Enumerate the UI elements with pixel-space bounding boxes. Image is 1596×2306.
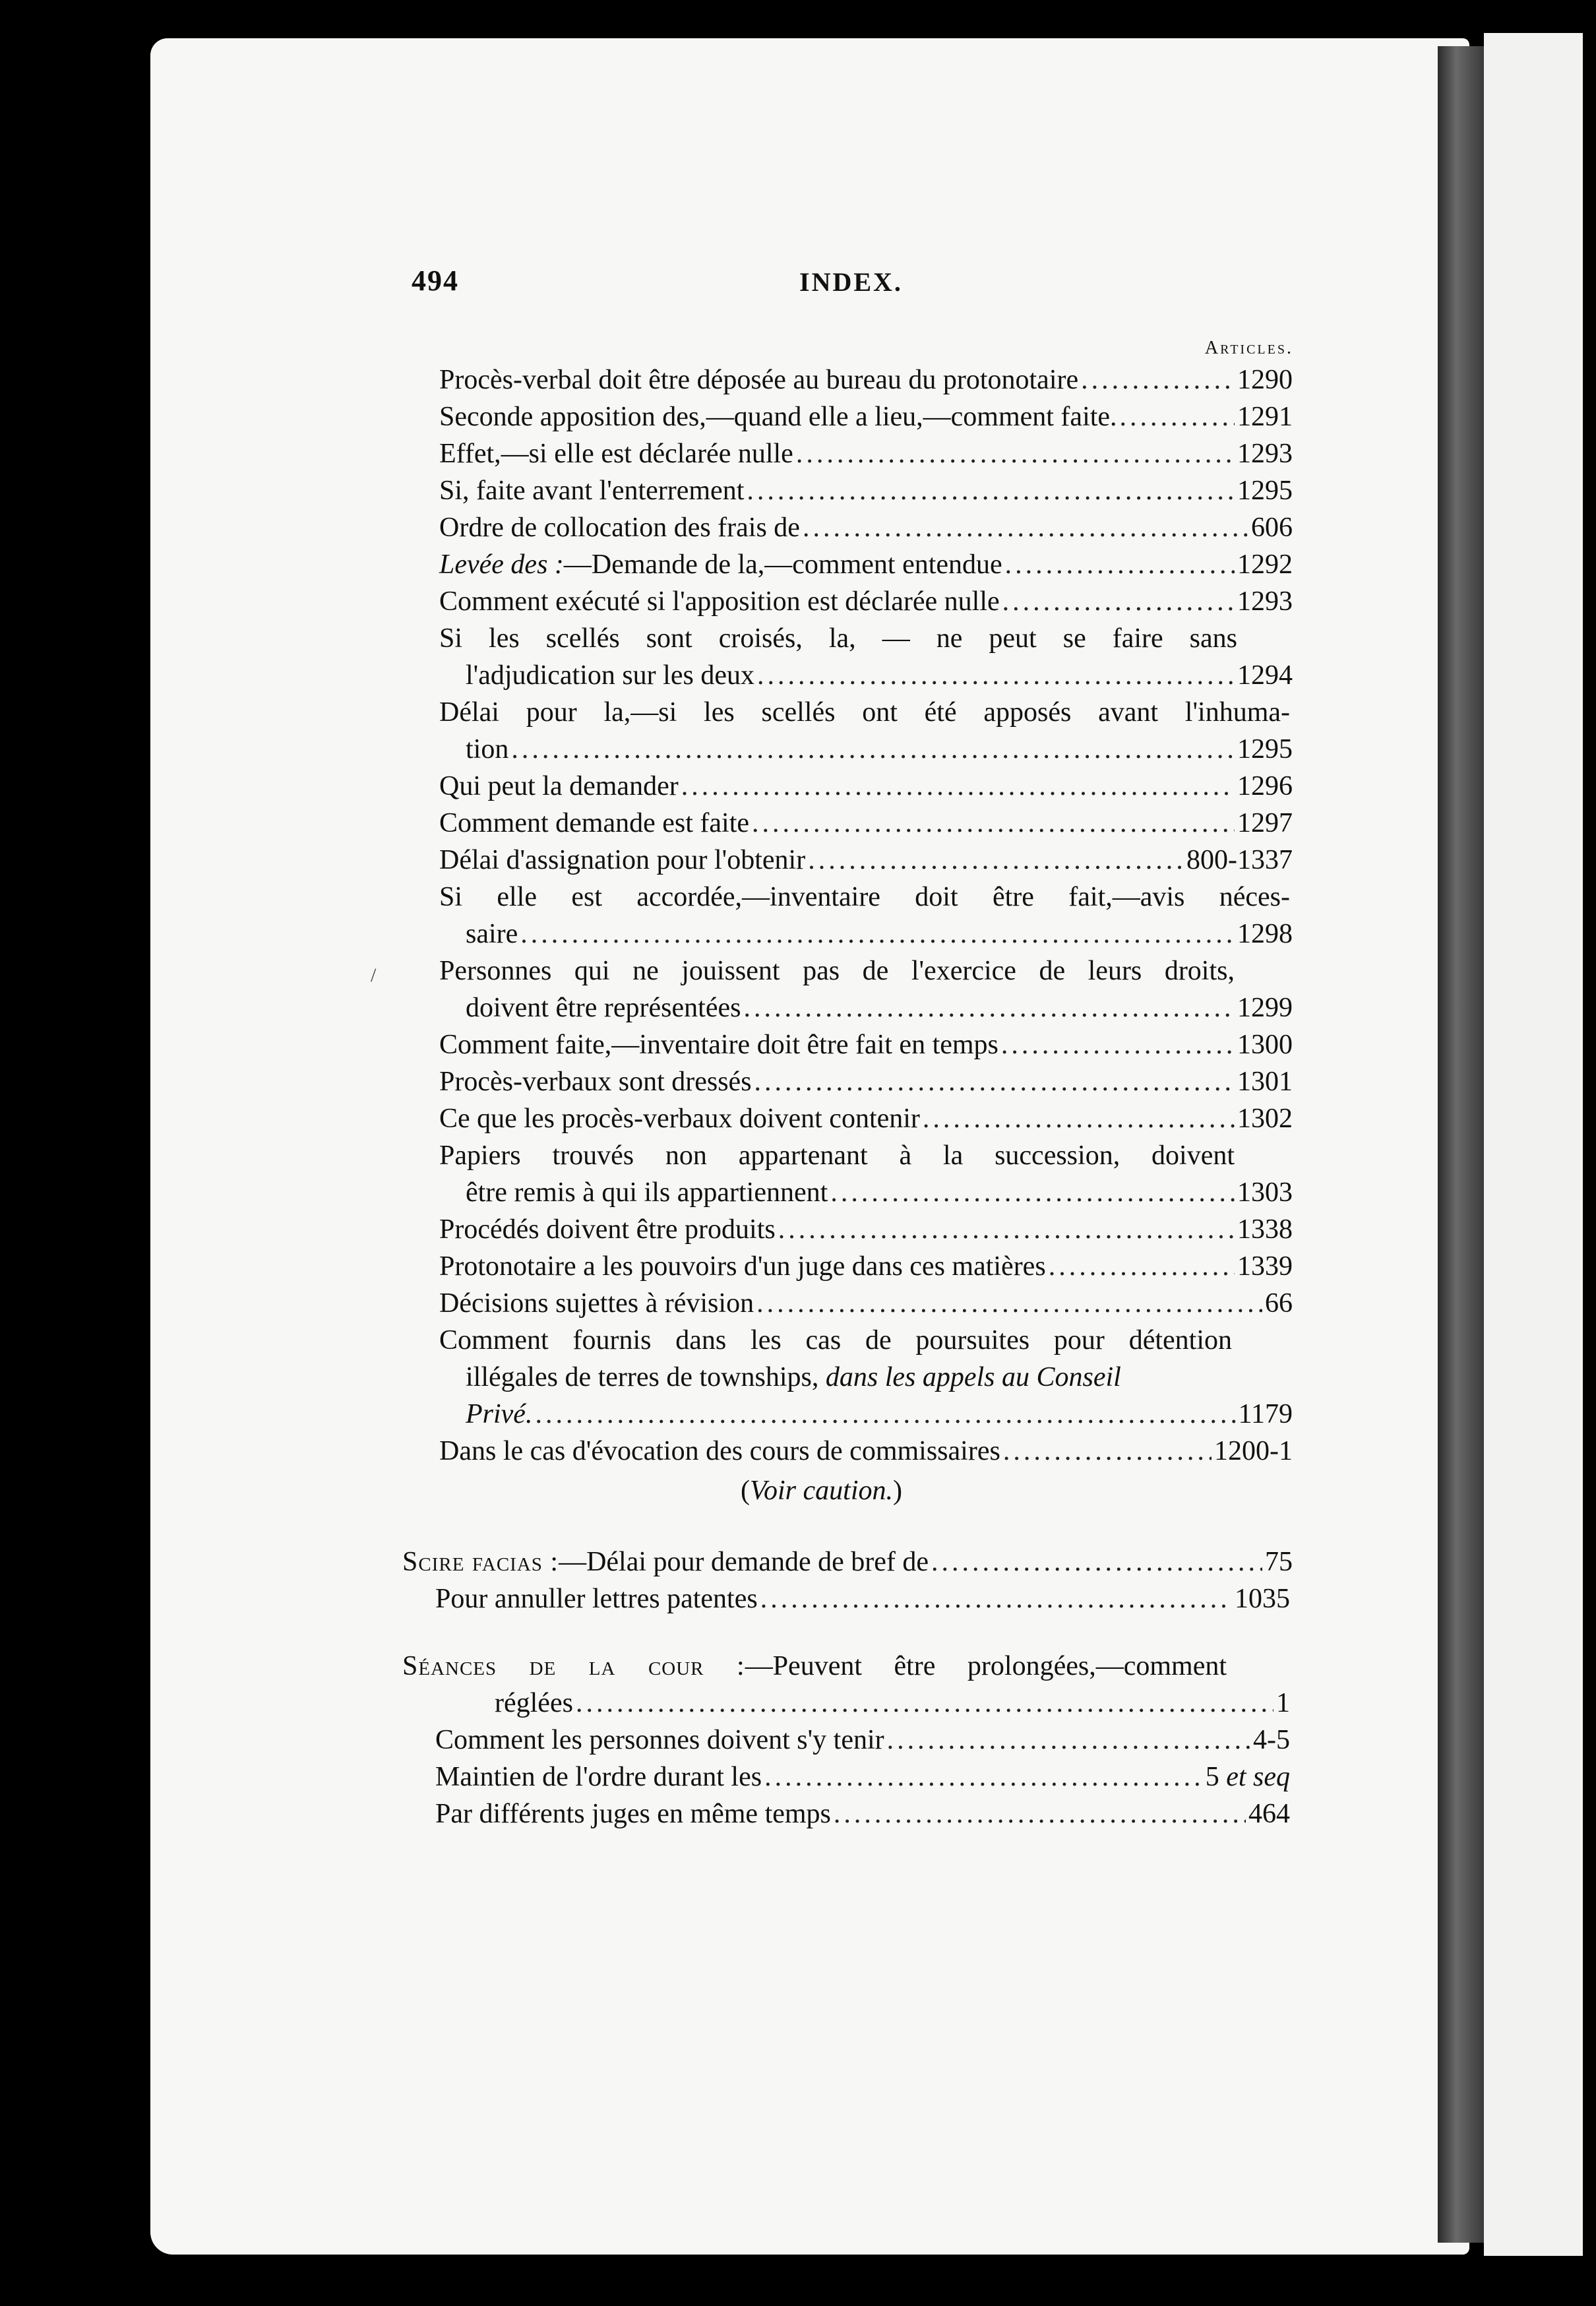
index-entry (466, 916, 1293, 952)
entry-text: Qui peut la demander (439, 771, 679, 801)
leader-dots (1002, 583, 1235, 620)
article-ref: 1295 (1237, 476, 1293, 506)
entry-text: Dans le cas d'évocation des cours de commissaires (439, 1436, 1000, 1466)
entry-text: Procès-verbaux sont dressés (439, 1067, 752, 1097)
entry-text-body: —Demande de la,—comment entendue (563, 549, 1002, 580)
article-ref: 1293 (1237, 586, 1293, 617)
index-entry (439, 842, 1293, 879)
index-entry (439, 1211, 1293, 1248)
index-entry (439, 509, 1293, 546)
entry-text: tion (466, 734, 509, 764)
paren-close: ) (893, 1476, 902, 1506)
entry-text-body: —Délai pour demande de bref de (559, 1547, 929, 1577)
entry-text (439, 546, 1002, 583)
article-ref: 1338 (1237, 1214, 1293, 1245)
index-entry (439, 1433, 1293, 1470)
leader-dots (923, 1100, 1235, 1137)
article-ref: 1296 (1237, 771, 1293, 801)
cross-reference (741, 1472, 902, 1509)
entry-text: Seconde apposition des,—quand elle a lieu,—comment faite. (439, 402, 1117, 432)
entry-text: Procédés doivent être produits (439, 1214, 776, 1245)
entry-text: Procès-verbal doit être déposée au bureau du protonotaire (439, 365, 1079, 395)
index-entry (402, 1543, 1293, 1580)
entry-text: Comment demande est faite (439, 808, 750, 838)
leader-dots (1049, 1248, 1235, 1285)
entry-text: Si les scellés sont croisés, la, — ne peut se faire sans (439, 623, 1237, 654)
index-entry (439, 952, 1235, 989)
index-entry (439, 361, 1293, 398)
index-entry (466, 657, 1293, 694)
leader-dots (747, 472, 1235, 509)
leader-dots (757, 657, 1235, 694)
leader-dots (576, 1685, 1274, 1722)
entry-heading: Séances de la cour : (402, 1651, 745, 1681)
entry-label: Levée des : (439, 549, 564, 580)
entry-text: doivent être représentées (466, 993, 741, 1023)
index-entry (466, 1396, 1293, 1433)
page-number: 494 (412, 265, 459, 297)
entry-text: Si, faite avant l'enterrement (439, 476, 745, 506)
entry-text: Décisions sujettes à révision (439, 1288, 754, 1319)
entry-text: Ordre de collocation des frais de (439, 513, 800, 543)
article-ref: 1297 (1237, 808, 1293, 838)
leader-dots (756, 1285, 1262, 1322)
article-ref: 1179 (1238, 1399, 1293, 1429)
leader-dots (511, 731, 1235, 768)
leader-dots (887, 1722, 1250, 1759)
entry-text: Protonotaire a les pouvoirs d'un juge dans ces matières (439, 1251, 1046, 1282)
article-ref (1206, 1759, 1290, 1795)
index-entry (439, 583, 1293, 620)
article-ref: 1300 (1237, 1030, 1293, 1060)
leader-dots (796, 435, 1235, 472)
article-ref: 1290 (1237, 365, 1293, 395)
article-ref: 1293 (1237, 439, 1293, 469)
article-ref: 1298 (1237, 919, 1293, 949)
column-head-articles: Articles. (1204, 338, 1293, 358)
leader-dots (752, 805, 1235, 842)
index-entry (439, 1063, 1293, 1100)
index-entry (439, 620, 1237, 657)
index-entry (439, 879, 1290, 916)
leader-dots (834, 1795, 1246, 1832)
article-ref: 1 (1276, 1688, 1290, 1718)
index-entry (466, 1174, 1293, 1211)
leader-dots (760, 1580, 1232, 1617)
leader-dots (1001, 1026, 1235, 1063)
leader-dots (1081, 361, 1235, 398)
leader-dots (803, 509, 1248, 546)
index-entry (439, 472, 1293, 509)
article-ref: 1292 (1237, 549, 1293, 580)
book-spine (1438, 46, 1484, 2243)
index-entry (435, 1759, 1290, 1795)
leader-dots (1005, 546, 1235, 583)
article-ref: 1303 (1237, 1177, 1293, 1208)
entry-text: Délai pour la,—si les scellés ont été apposés avant l'inhuma- (439, 697, 1290, 728)
leader-dots (681, 768, 1235, 805)
entry-text (402, 1648, 1227, 1685)
index-entry (466, 1359, 1233, 1396)
entry-text: l'adjudication sur les deux (466, 660, 754, 691)
entry-italic-tail: dans les appels au Conseil (825, 1362, 1121, 1392)
index-entry (439, 694, 1290, 731)
index-entry (435, 1722, 1290, 1759)
article-ref: 1200-1 (1214, 1436, 1293, 1466)
index-entry (435, 1795, 1290, 1832)
leader-dots (754, 1063, 1235, 1100)
entry-text: Comment fournis dans les cas de poursuites pour détention (439, 1325, 1232, 1356)
index-entry (439, 1248, 1293, 1285)
leader-dots (931, 1543, 1262, 1580)
leader-dots (1120, 398, 1235, 435)
index-entry (439, 435, 1293, 472)
article-ref: 1302 (1237, 1104, 1293, 1134)
index-entry (439, 1322, 1232, 1359)
entry-text-body: —Peuvent être prolongées,—comment (745, 1651, 1227, 1681)
article-ref: 1291 (1237, 402, 1293, 432)
index-entry (439, 1026, 1293, 1063)
entry-text: Effet,—si elle est déclarée nulle (439, 439, 793, 469)
leader-dots (1003, 1433, 1212, 1470)
entry-text (466, 1359, 1121, 1396)
entry-text: Privé. (466, 1399, 533, 1429)
index-entry (402, 1648, 1227, 1685)
leader-dots (830, 1174, 1235, 1211)
entry-text: Pour annuller lettres patentes (435, 1584, 758, 1614)
entry-text: Si elle est accordée,—inventaire doit être fait,—avis néces- (439, 882, 1290, 912)
article-ref: 1294 (1237, 660, 1293, 691)
entry-text: être remis à qui ils appartiennent (466, 1177, 828, 1208)
index-entry (439, 546, 1293, 583)
article-ref-number: 5 (1205, 1762, 1219, 1792)
index-entry (466, 989, 1293, 1026)
article-ref: 4-5 (1253, 1725, 1290, 1755)
running-head: INDEX. (799, 267, 903, 297)
entry-text: Maintien de l'ordre durant les (435, 1762, 762, 1792)
entry-text: Papiers trouvés non appartenant à la succession, doivent (439, 1140, 1235, 1171)
article-ref: 1301 (1237, 1067, 1293, 1097)
entry-text: Délai d'assignation pour l'obtenir (439, 845, 806, 875)
article-ref: 800-1337 (1186, 845, 1293, 875)
entry-text: réglées (495, 1688, 573, 1718)
pencil-mark: / (371, 964, 377, 986)
entry-heading: Scire facias : (402, 1547, 559, 1577)
entry-text: Personnes qui ne jouissent pas de l'exercice de leurs droits, (439, 956, 1235, 986)
article-ref: 1339 (1237, 1251, 1293, 1282)
leader-dots (808, 842, 1184, 879)
leader-dots (743, 989, 1235, 1026)
leader-dots (535, 1396, 1235, 1433)
index-entry (439, 398, 1293, 435)
leader-dots (520, 916, 1235, 952)
leader-dots (764, 1759, 1203, 1795)
index-entry (495, 1685, 1290, 1722)
article-ref: 1295 (1237, 734, 1293, 764)
cross-reference-text: Voir caution. (750, 1476, 893, 1506)
entry-text: Comment les personnes doivent s'y tenir (435, 1725, 884, 1755)
entry-text (402, 1543, 929, 1580)
article-ref: 1299 (1237, 993, 1293, 1023)
article-ref: 66 (1265, 1288, 1293, 1319)
article-ref: 75 (1265, 1547, 1293, 1577)
index-entry (439, 768, 1293, 805)
index-entry (435, 1580, 1290, 1617)
article-ref-tail: et seq (1226, 1762, 1290, 1792)
article-ref: 464 (1248, 1799, 1290, 1829)
article-ref: 1035 (1235, 1584, 1290, 1614)
entry-text-body: illégales de terres de townships, (466, 1362, 819, 1392)
entry-text: Comment faite,—inventaire doit être fait en temps (439, 1030, 998, 1060)
entry-text: Comment exécuté si l'apposition est déclarée nulle (439, 586, 1000, 617)
index-entry (439, 805, 1293, 842)
paren-open: ( (741, 1476, 750, 1506)
entry-text: saire (466, 919, 518, 949)
entry-text: Ce que les procès-verbaux doivent contenir (439, 1104, 920, 1134)
index-entry (466, 731, 1293, 768)
index-entry (439, 1285, 1293, 1322)
facing-page-edge (1484, 33, 1583, 2256)
index-entry (439, 1100, 1293, 1137)
article-ref: 606 (1251, 513, 1293, 543)
index-entry (439, 1137, 1235, 1174)
leader-dots (778, 1211, 1235, 1248)
entry-text: Par différents juges en même temps (435, 1799, 831, 1829)
